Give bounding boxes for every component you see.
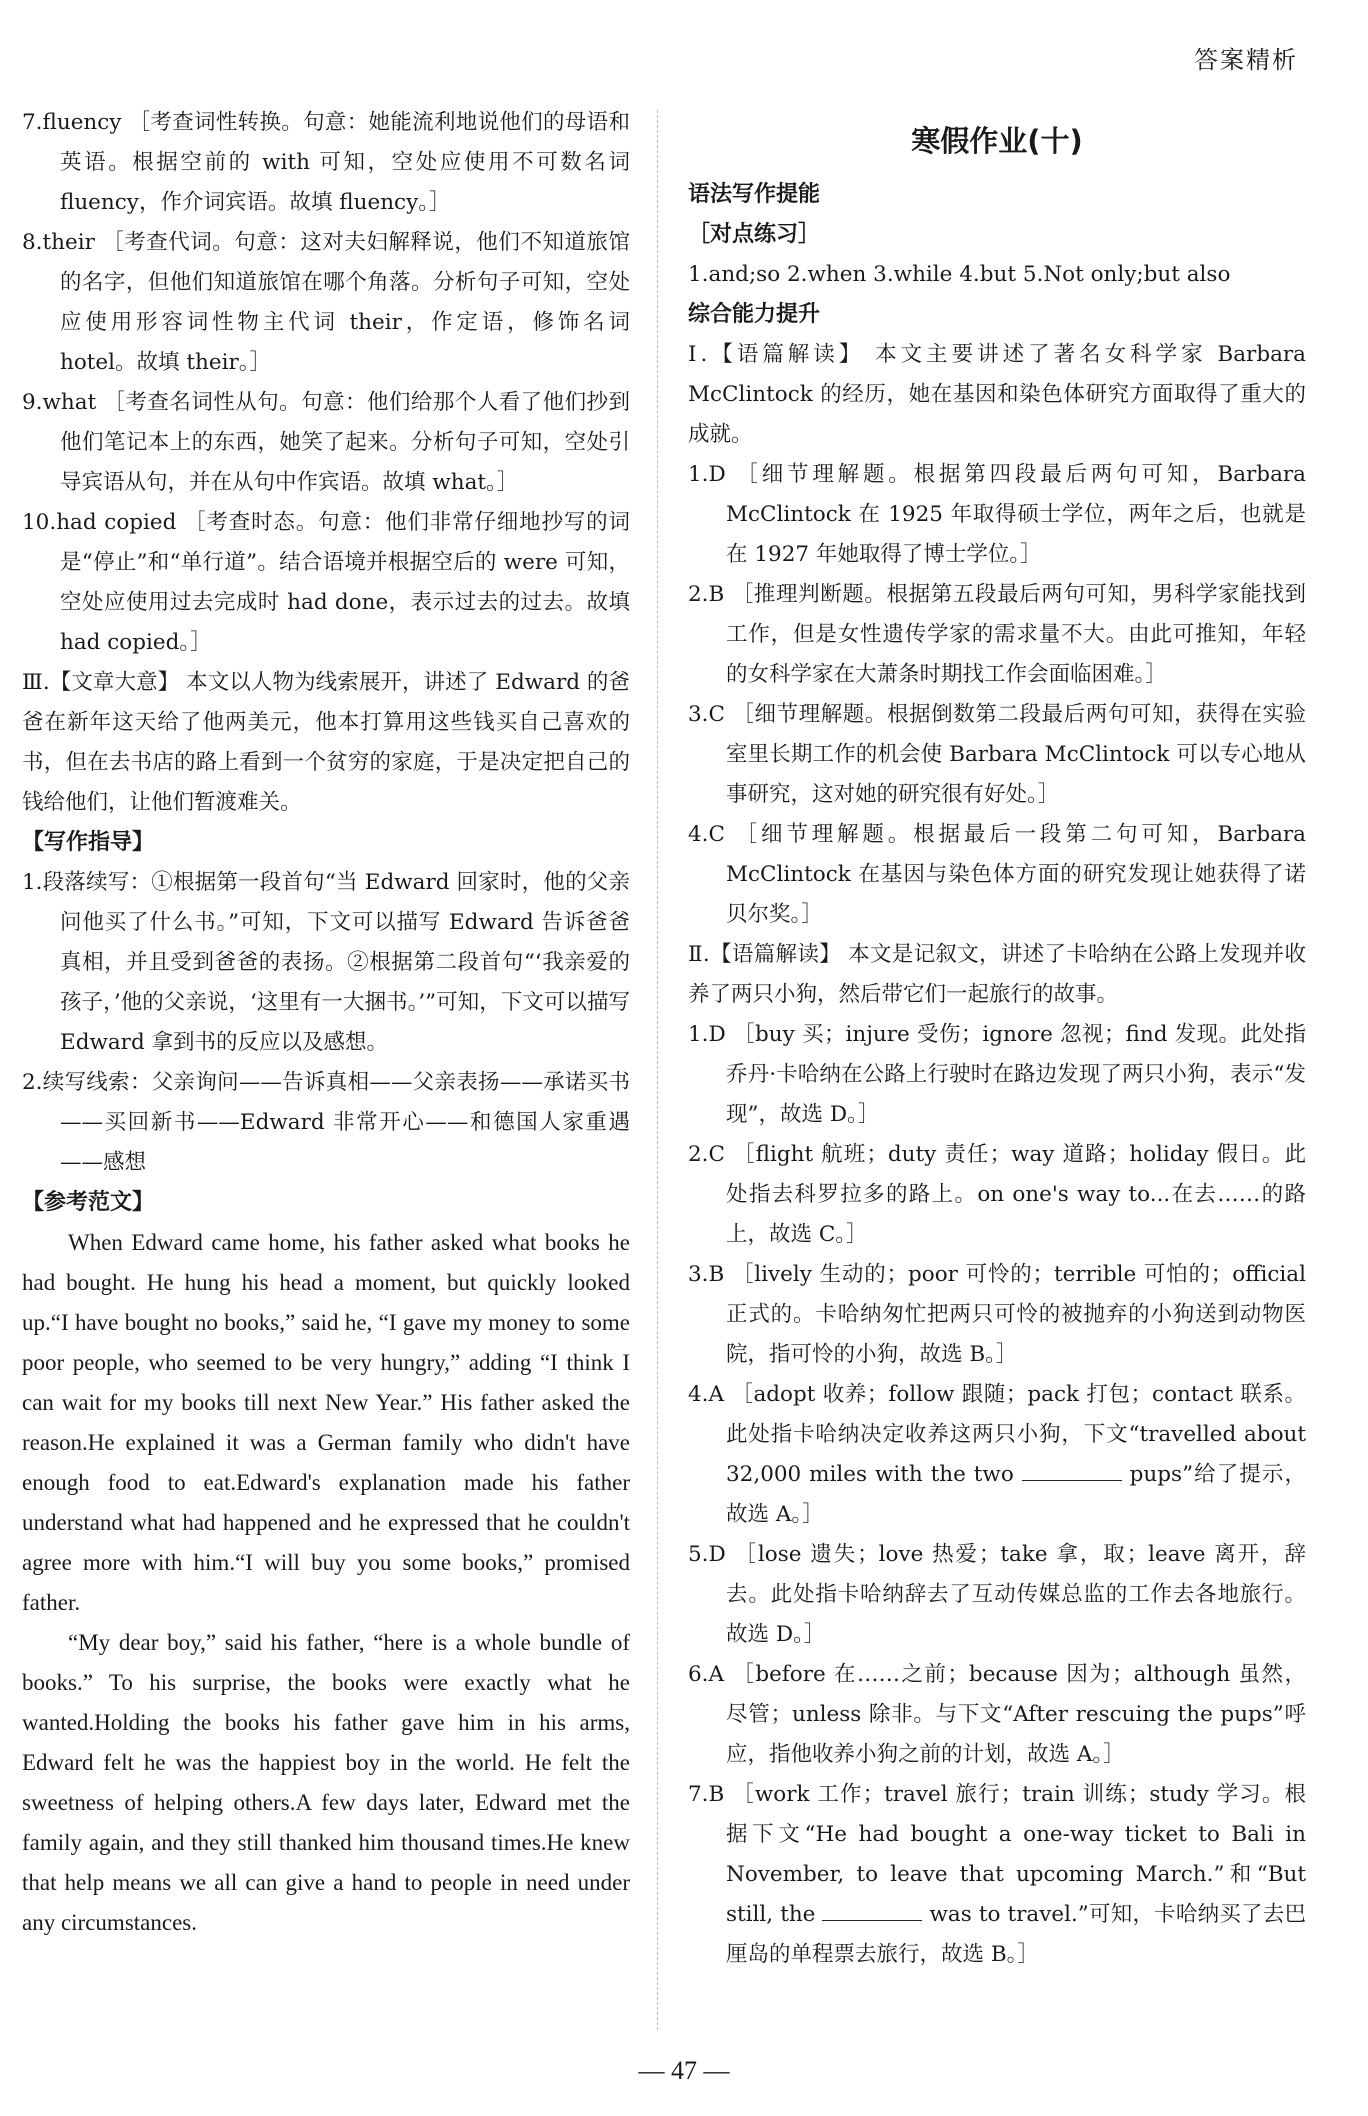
answer-item: 10.had copied ［考查时态。句意：他们非常仔细地抄写的词是“停止”和“单行道”。结合语境并根据空后的 were 可知，空处应使用过去完成时 had done，表示过去的过去。故填 had copied。］ bbox=[22, 510, 630, 655]
practice-answers: 1.and;so 2.when 3.while 4.but 5.Not only;but also bbox=[688, 262, 1231, 287]
passage2-answer-with-blank bbox=[688, 1775, 1306, 1975]
practice-subheading: ［对点练习］ bbox=[688, 222, 821, 247]
passage1-answer: 4.C ［细节理解题。根据最后一段第二句可知，Barbara McClintock 在基因与染色体方面的研究发现让她获得了诺贝尔奖。］ bbox=[688, 822, 1306, 927]
sample-essay-heading: 【参考范文】 bbox=[22, 1190, 155, 1215]
passage2-answer-with-blank bbox=[688, 1375, 1306, 1535]
writing-guide-item: 2.续写线索：父亲询问——告诉真相——父亲表扬——承诺买书——买回新书——Edward 非常开心——和德国人家重遇——感想 bbox=[22, 1070, 630, 1175]
page-header-title: 答案精析 bbox=[1194, 46, 1298, 74]
passage1-answer: 3.C ［细节理解题。根据倒数第二段最后两句可知，获得在实验室里长期工作的机会使 Barbara McClintock 可以专心地从事研究，这对她的研究很有好处。］ bbox=[688, 702, 1306, 807]
passage1-intro: Ⅰ.【语篇解读】 本文主要讲述了著名女科学家 Barbara McClintock 的经历，她在基因和染色体研究方面取得了重大的成就。 bbox=[688, 342, 1306, 447]
right-column bbox=[688, 103, 1306, 1975]
left-column bbox=[22, 103, 630, 1943]
sample-essay-paragraph-1: When Edward came home, his father asked what books he had bought. He hung his head a moment, but quickly looked up.“I have bought no books,” said he, “I gave my money to some poor people, who seemed to be very hungry,” adding “I think I can wait for my books till next New Year.” His father asked the reason.He explained it was a German family who didn't have enough food to eat.Edward's explanation made his father understand what had happened and he expressed that he couldn't agree more with him.“I will buy you some books,” promised father. bbox=[22, 1230, 630, 1615]
blank-line bbox=[822, 1902, 922, 1921]
answer-text-part: 4.A ［adopt 收养；follow 跟随；pack 打包；contact 联系。此处指卡哈纳决定收养这两只小狗，下文“travelled about 32,000 miles with the two bbox=[688, 1382, 1306, 1487]
passage2-intro: Ⅱ.【语篇解读】 本文是记叙文，讲述了卡哈纳在公路上发现并收养了两只小狗，然后带它们一起旅行的故事。 bbox=[688, 942, 1306, 1007]
comprehensive-heading: 综合能力提升 bbox=[688, 302, 821, 327]
passage2-answer: 1.D ［buy 买；injure 受伤；ignore 忽视；find 发现。此处指乔丹·卡哈纳在公路上行驶时在路边发现了两只小狗，表示“发现”，故选 D。］ bbox=[688, 1022, 1306, 1127]
writing-guide-item: 1.段落续写：①根据第一段首句“当 Edward 回家时，他的父亲问他买了什么书。”可知，下文可以描写 Edward 告诉爸爸真相，并且受到爸爸的表扬。②根据第二段首句“‘我亲爱的孩子，’他的父亲说，‘这里有一大捆书。’”可知，下文可以描写 Edward 拿到书的反应以及感想。 bbox=[22, 870, 630, 1055]
sample-essay-paragraph-2: “My dear boy,” said his father, “here is a whole bundle of books.” To his surprise, the books were exactly what he wanted.Holding the books his father gave him in his arms, Edward felt he was the happiest boy in the world. He felt the sweetness of helping others.A few days later, Edward met the family again, and they still thanked him thousand times.He knew that help means we all can give a hand to people in need under any circumstances. bbox=[22, 1630, 630, 1935]
answer-item: 7.fluency ［考查词性转换。句意：她能流利地说他们的母语和英语。根据空前的 with 可知，空处应使用不可数名词 fluency，作介词宾语。故填 fluency。］ bbox=[22, 110, 630, 215]
answer-text-part: 7.B ［work 工作；travel 旅行；train 训练；study 学习。根据下文“He had bought a one-way ticket to Bali in November, to leave that upcoming March.”和“But still, the bbox=[688, 1782, 1306, 1927]
answer-text-part: was to travel.”可知，卡哈纳买了去巴厘岛的单程票去旅行，故选 B。］ bbox=[726, 1902, 1306, 1967]
passage2-answer: 6.A ［before 在……之前；because 因为；although 虽然，尽管；unless 除非。与下文“After rescuing the pups”呼应，指他收养小狗之前的计划，故选 A。］ bbox=[688, 1662, 1306, 1767]
passage1-answer: 1.D ［细节理解题。根据第四段最后两句可知，Barbara McClintock 在 1925 年取得硕士学位，两年之后，也就是在 1927 年她取得了博士学位。］ bbox=[688, 462, 1306, 567]
passage1-answer: 2.B ［推理判断题。根据第五段最后两句可知，男科学家能找到工作，但是女性遗传学家的需求量不大。由此可推知，年轻的女科学家在大萧条时期找工作会面临困难。］ bbox=[688, 582, 1306, 687]
article-summary: Ⅲ.【文章大意】 本文以人物为线索展开，讲述了 Edward 的爸爸在新年这天给了他两美元，他本打算用这些钱买自己喜欢的书，但在去书店的路上看到一个贫穷的家庭，于是决定把自己的钱给他们，让他们暂渡难关。 bbox=[22, 670, 630, 815]
passage2-answer: 3.B ［lively 生动的；poor 可怜的；terrible 可怕的；official 正式的。卡哈纳匆忙把两只可怜的被抛弃的小狗送到动物医院，指可怜的小狗，故选 B。］ bbox=[688, 1262, 1306, 1367]
passage2-answer: 2.C ［flight 航班；duty 责任；way 道路；holiday 假日。此处指去科罗拉多的路上。on one's way to...在去……的路上，故选 C。］ bbox=[688, 1142, 1306, 1247]
passage2-answer: 5.D ［lose 遗失；love 热爱；take 拿，取；leave 离开，辞去。此处指卡哈纳辞去了互动传媒总监的工作去各地旅行。故选 D。］ bbox=[688, 1542, 1306, 1647]
blank-line bbox=[1022, 1462, 1122, 1481]
answer-item: 9.what ［考查名词性从句。句意：他们给那个人看了他们抄到他们笔记本上的东西，她笑了起来。分析句子可知，空处引导宾语从句，并在从句中作宾语。故填 what。］ bbox=[22, 390, 630, 495]
writing-guide-heading: 【写作指导】 bbox=[22, 830, 155, 855]
section-title: 寒假作业(十) bbox=[911, 124, 1083, 158]
answer-item: 8.their ［考查代词。句意：这对夫妇解释说，他们不知道旅馆的名字，但他们知道旅馆在哪个角落。分析句子可知，空处应使用形容词性物主代词 their，作定语，修饰名词 hotel。故填 their。］ bbox=[22, 230, 630, 375]
column-divider bbox=[657, 110, 658, 2030]
grammar-writing-heading: 语法写作提能 bbox=[688, 182, 821, 207]
answer-text-part: pups”给了提示，故选 A。］ bbox=[726, 1462, 1306, 1527]
page-number: — 47 — bbox=[638, 2056, 730, 2085]
